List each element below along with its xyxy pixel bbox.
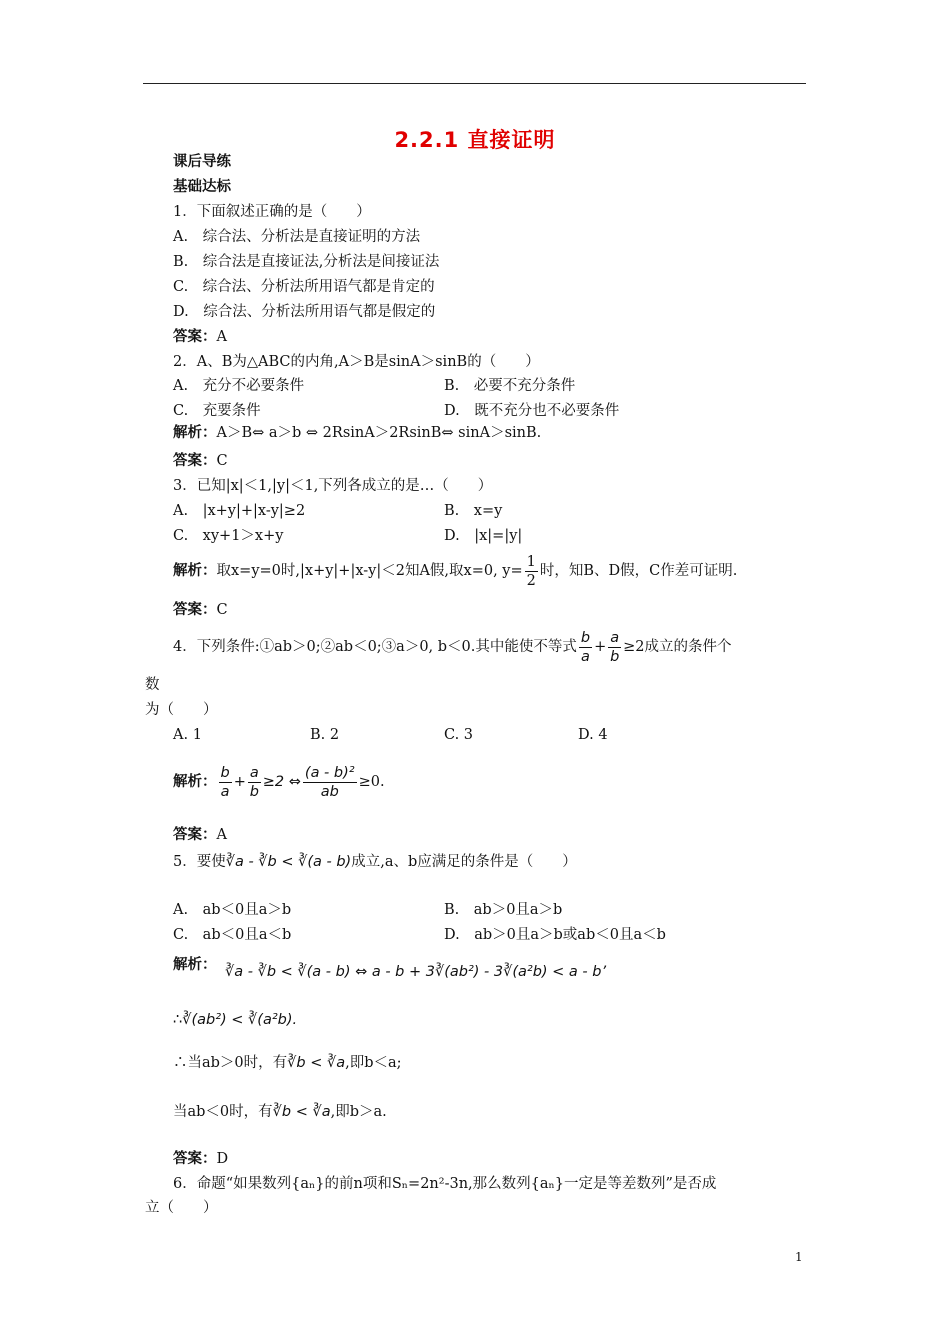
q2-option-c: C. 充要条件 xyxy=(173,403,261,419)
q4-stem: 4．下列条件:①ab＞0;②ab＜0;③a＞0, b＜0.其中能使不等式 $\frac{b}{a}$ + $\frac{a}{b}$ ≥2成立的条件个 xyxy=(173,629,732,665)
q3-stem: 3．已知|x|＜1,|y|＜1,下列各成立的是…（ ） xyxy=(173,478,493,494)
q2-analysis: 解析：A＞B⇔ a＞b ⇔ 2RsinA＞2RsinB⇔ sinA＞sinB. xyxy=(173,425,542,441)
q4-stem-continued-2: 为（ ） xyxy=(145,702,218,718)
q5-option-d: D. ab＞0且a＞b或ab＜0且a＜b xyxy=(444,927,666,943)
q4-option-b: B. 2 xyxy=(310,727,340,743)
q4-option-c: C. 3 xyxy=(444,727,474,743)
q5-analysis-line1: ∛a - ∛b < ∛(a - b) ⇔ a - b + 3∛(ab²) - 3∛(a²b) < a - b’ xyxy=(225,964,607,980)
q4-option-d: D. 4 xyxy=(578,727,608,743)
q3-option-d: D. |x|=|y| xyxy=(444,528,523,544)
q3-option-c: C. xy+1＞x+y xyxy=(173,528,284,544)
q1-answer: 答案：A xyxy=(173,329,227,345)
section-heading: 课后导练 xyxy=(173,154,231,170)
q4-stem-continued: 数 xyxy=(145,677,160,693)
q5-stem: 5．要使∛a - ∛b < ∛(a - b)成立,a、b应满足的条件是（ ） xyxy=(173,854,577,870)
q5-analysis: 解析： xyxy=(173,957,217,973)
q1-option-b: B. 综合法是直接证法,分析法是间接证法 xyxy=(173,254,440,270)
fraction: $\frac{1}{2}$ xyxy=(526,553,536,589)
q5-analysis-line2: ∴∛(ab²) < ∛(a²b). xyxy=(173,1012,298,1028)
q2-answer: 答案：C xyxy=(173,453,228,469)
q1-option-c: C. 综合法、分析法所用语气都是肯定的 xyxy=(173,279,435,295)
q3-answer: 答案：C xyxy=(173,602,228,618)
fraction: $\frac{b}{a}$ xyxy=(220,764,230,800)
q6-stem-continued: 立（ ） xyxy=(145,1200,218,1216)
q3-analysis: 解析：取x=y=0时,|x+y|+|x-y|＜2知A假,取x=0, y= $\frac{1}{2}$ 时，知B、D假，C作差可证明. xyxy=(173,553,738,589)
q4-answer: 答案：A xyxy=(173,827,227,843)
fraction: $\frac{b}{a}$ xyxy=(580,629,591,665)
q2-option-b: B. 必要不充分条件 xyxy=(444,378,576,394)
page-number: 1 xyxy=(795,1250,803,1264)
q5-option-b: B. ab＞0且a＞b xyxy=(444,902,563,918)
formula: ∛a - ∛b < ∛(a - b) xyxy=(225,854,352,870)
q3-option-a: A. |x+y|+|x-y|≥2 xyxy=(173,503,306,519)
page-title: 2.2.1 直接证明 xyxy=(394,128,556,152)
q2-option-d: D. 既不充分也不必要条件 xyxy=(444,403,620,419)
q2-stem: 2．A、B为△ABC的内角,A＞B是sinA＞sinB的（ ） xyxy=(173,354,540,370)
fraction: $\frac{a}{b}$ xyxy=(610,629,620,665)
header-rule xyxy=(143,83,806,84)
q4-option-a: A. 1 xyxy=(173,727,202,743)
q5-analysis-line4: 当ab＜0时，有∛b < ∛a,即b＞a. xyxy=(173,1104,387,1120)
q3-option-b: B. x=y xyxy=(444,503,503,519)
section-subheading: 基础达标 xyxy=(173,179,231,195)
q1-stem: 1．下面叙述正确的是（ ） xyxy=(173,204,371,220)
q5-option-c: C. ab＜0且a＜b xyxy=(173,927,292,943)
q2-option-a: A. 充分不必要条件 xyxy=(173,378,305,394)
fraction: $\frac{a}{b}$ xyxy=(249,764,259,800)
fraction: $\frac{\text{(a - b)²}}{ab}$ xyxy=(304,764,355,800)
q4-analysis: 解析： $\frac{b}{a}$ + $\frac{a}{b}$ ≥2 ⇔ $\frac{\text{(a - b)²}}{ab}$ ≥0. xyxy=(173,764,385,800)
q5-option-a: A. ab＜0且a＞b xyxy=(173,902,292,918)
q5-analysis-line3: ∴当ab＞0时，有∛b < ∛a,即b＜a; xyxy=(173,1055,402,1071)
q6-stem: 6．命题“如果数列{aₙ}的前n项和Sₙ=2n²-3n,那么数列{aₙ}一定是等差数列”是否成 xyxy=(173,1176,717,1192)
q1-option-d: D. 综合法、分析法所用语气都是假定的 xyxy=(173,304,436,320)
q1-option-a: A. 综合法、分析法是直接证明的方法 xyxy=(173,229,421,245)
q5-answer: 答案：D xyxy=(173,1151,229,1167)
